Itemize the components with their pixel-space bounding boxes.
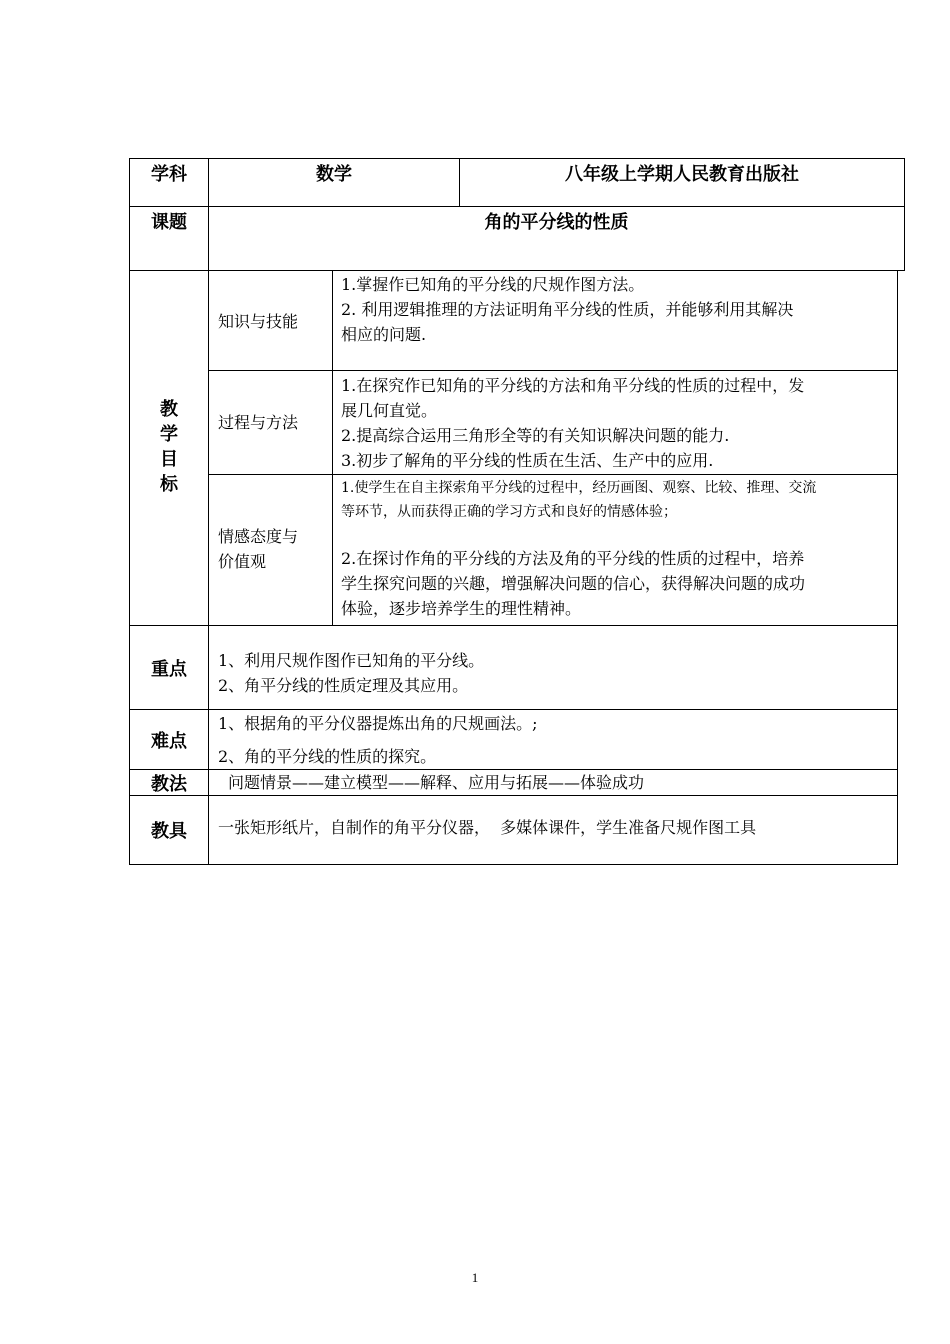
emotion-label: 情感态度与 价值观	[218, 527, 299, 571]
knowledge-content: 1.掌握作已知角的平分线的尺规作图方法。 2. 利用逻辑推理的方法证明角平分线的性质，并能够利用其解决 相应的问题.	[341, 275, 794, 344]
emotion-content: 1.使学生在自主探索角平分线的过程中，经历画图、观察、比较、推理、交流 等环节，从而获得正确的学习方式和良好的情感体验； 2.在探讨作角的平分线的方法及角的平分线的性质的过程中，培养 学生探究问题的兴趣，增强解决问题的信心，获得解决问题的成功 体验，逐步培养学生的理性精神。	[341, 480, 817, 618]
subject-value: 数学	[316, 164, 352, 185]
difficulties-content: 1、根据角的平分仪器提炼出角的尺规画法。; 2、角的平分线的性质的探究。	[218, 714, 538, 766]
knowledge-label: 知识与技能	[218, 312, 299, 331]
key-points-label: 重点	[151, 659, 187, 680]
tools-content: 一张矩形纸片，自制作的角平分仪器， 多媒体课件，学生准备尺规作图工具	[218, 818, 757, 837]
process-content: 1.在探究作已知角的平分线的方法和角平分线的性质的过程中，发 展几何直觉。 2.提高综合运用三角形全等的有关知识解决问题的能力. 3.初步了解角的平分线的性质在生活、生产中的应用.	[341, 376, 805, 470]
topic-title: 角的平分线的性质	[484, 212, 629, 233]
process-label: 过程与方法	[218, 413, 299, 432]
method-content: 问题情景——建立模型——解释、应用与拓展——体验成功	[228, 773, 645, 792]
subject-label: 学科	[151, 164, 187, 185]
objectives-label: 教 学 目 标	[160, 399, 178, 495]
page-number: 1	[471, 1270, 479, 1285]
tools-label: 教具	[151, 821, 187, 842]
method-label: 教法	[151, 774, 187, 795]
publisher: 八年级上学期人民教育出版社	[565, 164, 799, 185]
difficulties-label: 难点	[151, 731, 187, 752]
topic-label: 课题	[151, 212, 187, 233]
key-points-content: 1、利用尺规作图作已知角的平分线。 2、角平分线的性质定理及其应用。	[218, 651, 485, 695]
